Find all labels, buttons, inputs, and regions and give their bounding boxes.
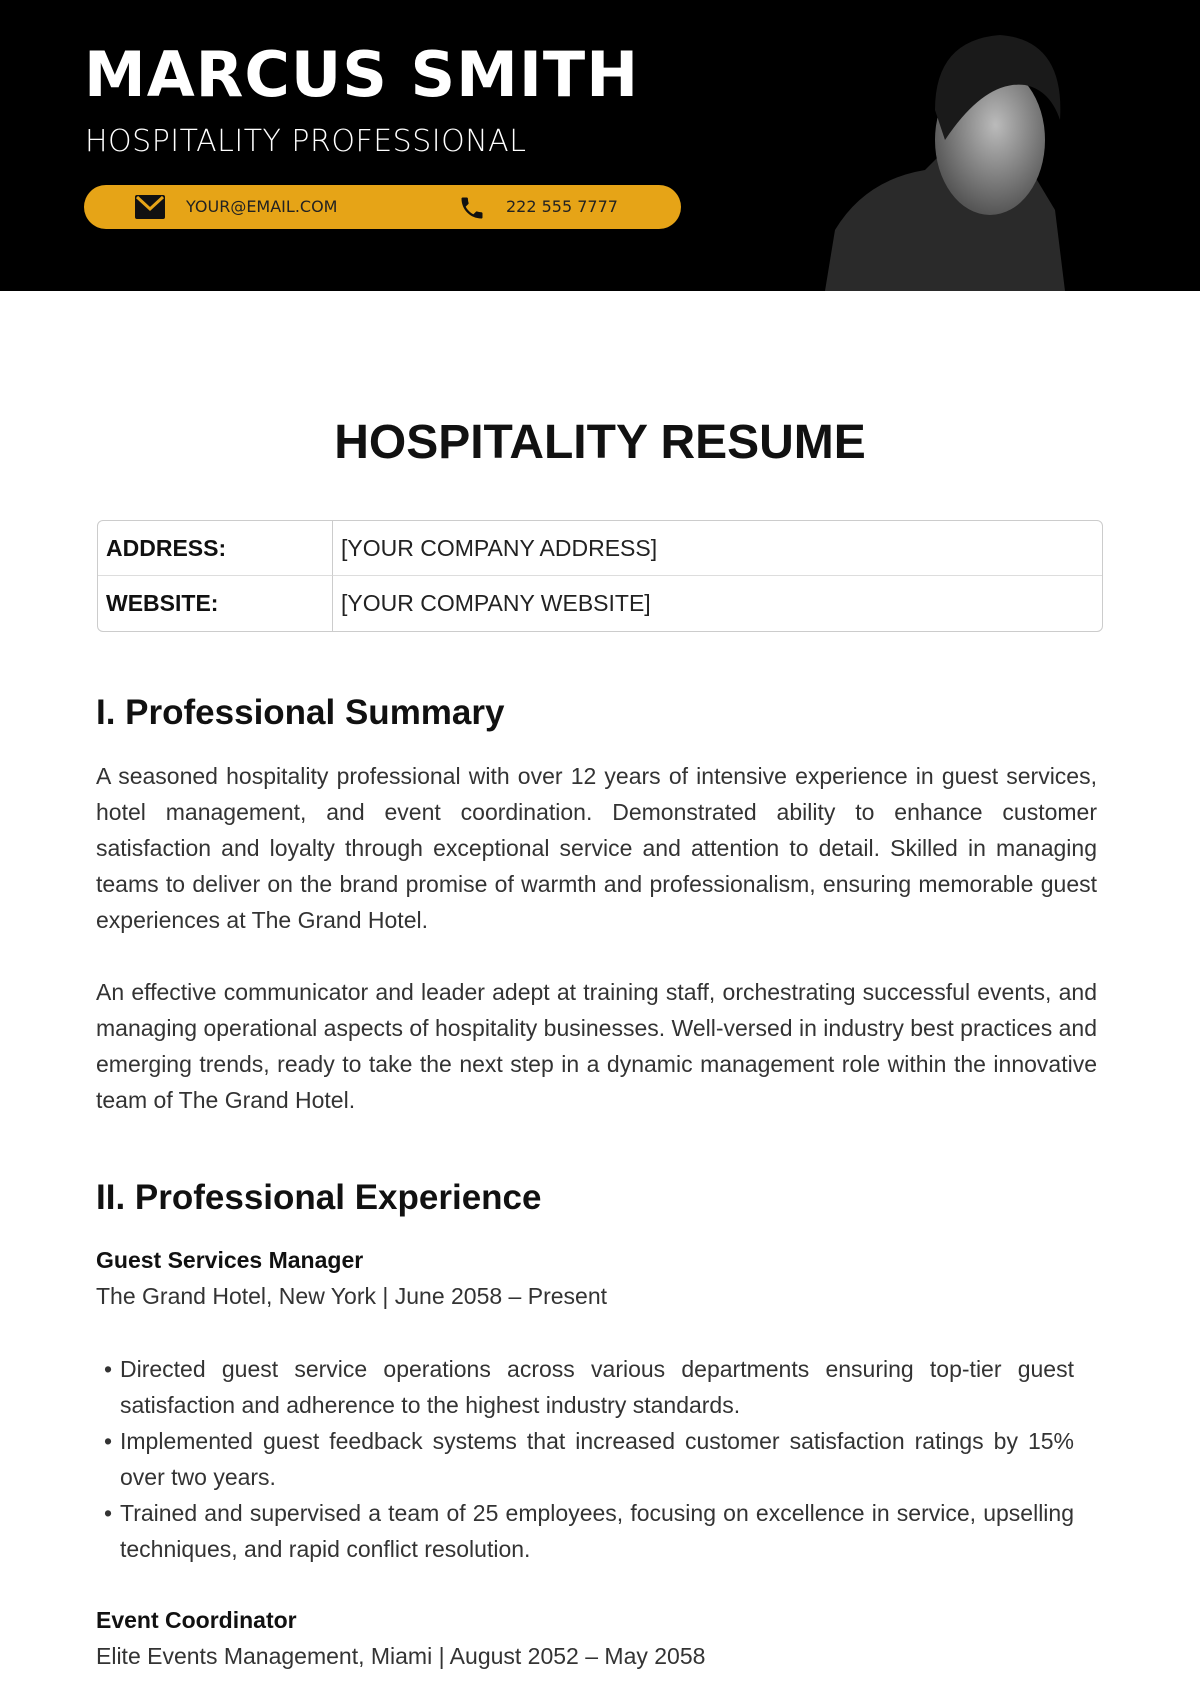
job-title: Guest Services Manager [96, 1247, 364, 1273]
address-value: [YOUR COMPANY ADDRESS] [333, 521, 1102, 576]
summary-heading: I. Professional Summary [96, 693, 505, 732]
summary-paragraph: A seasoned hospitality professional with over 12 years of intensive experience in guest services, hotel management, and event coordination. Demonstrated ability to enhance customer satisfaction and loyalty through exceptional service and attention to detail. Skilled in managing teams to deliver on the brand promise of warmth and professionalism, ensuring memorable guest experiences at The Grand Hotel. [96, 763, 1097, 933]
table-row [98, 521, 1102, 576]
phone-icon [457, 194, 487, 222]
candidate-role: HOSPITALITY PROFESSIONAL [85, 124, 527, 159]
experience-heading: II. Professional Experience [96, 1178, 542, 1217]
document-title: HOSPITALITY RESUME [334, 416, 866, 469]
contact-bar [84, 185, 681, 229]
company-info-table [97, 520, 1103, 632]
job-meta: Elite Events Management, Miami | August 2052 – May 2058 [96, 1643, 706, 1669]
job-title: Event Coordinator [96, 1607, 297, 1633]
profile-photo [825, 30, 1095, 291]
candidate-name: MARCUS SMITH [84, 38, 640, 111]
summary-paragraph: An effective communicator and leader adept at training staff, orchestrating successful events, and managing operational aspects of hospitality businesses. Well-versed in industry best practices and emerging trends, ready to take the next step in a dynamic management role within the innovative team of The Grand Hotel. [96, 979, 1097, 1113]
job-meta: The Grand Hotel, New York | June 2058 – Present [96, 1283, 607, 1309]
phone-text[interactable]: 222 555 7777 [506, 197, 618, 216]
email-text[interactable]: YOUR@EMAIL.COM [186, 197, 338, 216]
email-icon [134, 194, 166, 220]
list-item: • Trained and supervised a team of 25 employees, focusing on excellence in service, upselling techniques, and rapid conflict resolution. [104, 1495, 1074, 1567]
job-bullets [104, 1351, 1074, 1567]
website-value: [YOUR COMPANY WEBSITE] [341, 590, 651, 616]
list-item: • Implemented guest feedback systems that increased customer satisfaction ratings by 15% over two years. [104, 1423, 1074, 1495]
table-row [98, 576, 1102, 631]
address-label: ADDRESS: [98, 521, 333, 576]
list-item: • Directed guest service operations across various departments ensuring top-tier guest satisfaction and adherence to the highest industry standards. [104, 1351, 1074, 1423]
website-label: WEBSITE: [98, 576, 333, 631]
resume-header [0, 0, 1200, 291]
